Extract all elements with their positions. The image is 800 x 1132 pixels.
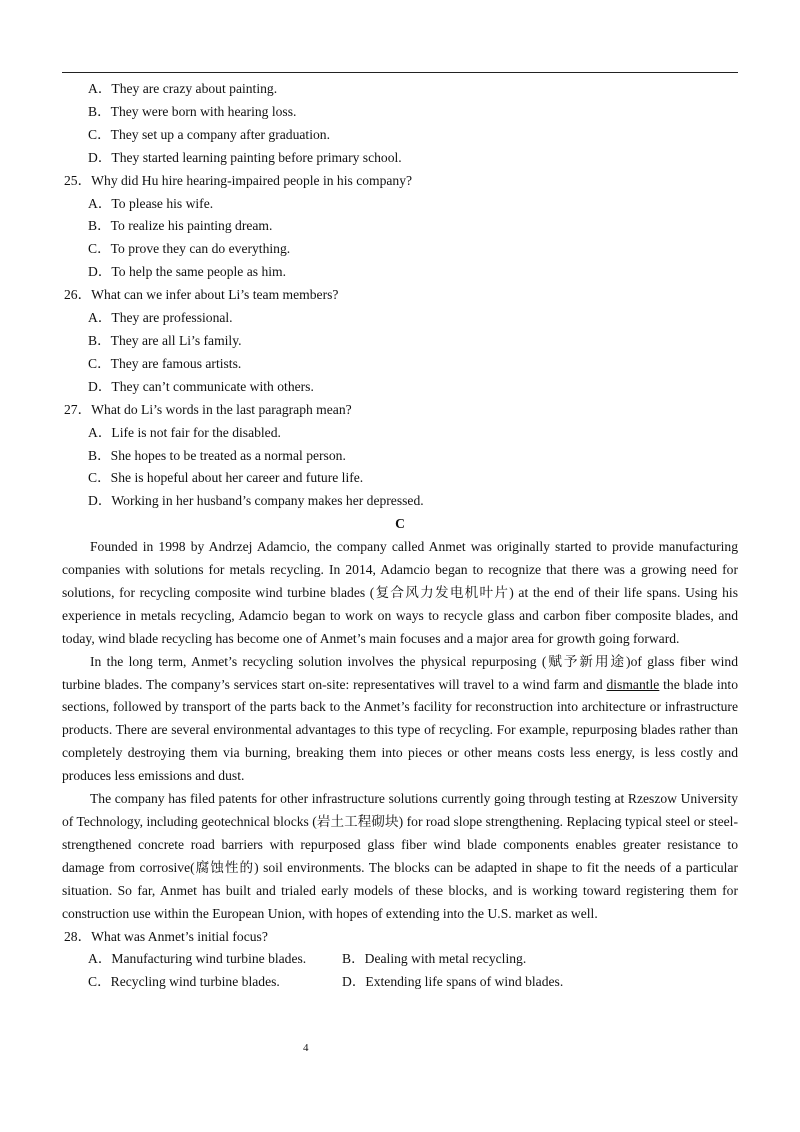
- q24-option-a: A．They are crazy about painting.: [88, 81, 278, 96]
- header-rule: [62, 72, 738, 73]
- q26-option-a: A．They are professional.: [88, 310, 233, 326]
- q28-option-c: C．Recycling wind turbine blades.: [88, 974, 280, 990]
- passage-paragraph-3: The company has filed patents for other infrastructure solutions currently going through testing at Rzeszow University of Technology, including geotechnical blocks (岩土工程砌块) for road slope strengthening. Replacing typical steel or steel-strengthened concrete road barriers with repurposed glass fiber wind blade components enables greater resistance to damage from corrosive(腐蚀性的) soil environments. The blocks can be adapted in shape to fit the needs of a particular situation. So far, Anmet has built and trialed early models of these blocks, and is working toward registering them for construction use within the European Union, with hopes of extending into the U.S. market as well.: [62, 791, 738, 921]
- q25-stem: 25．Why did Hu hire hearing-impaired people in his company?: [64, 172, 413, 188]
- q26-option-c: C．They are famous artists.: [88, 355, 242, 371]
- underlined-word-dismantle: dismantle: [606, 676, 660, 692]
- q26-option-d: D．They can’t communicate with others.: [88, 378, 314, 394]
- section-c-title: C: [395, 516, 405, 532]
- q26-option-b: B．They are all Li’s family.: [88, 332, 242, 348]
- q24-option-d: D．They started learning painting before primary school.: [88, 149, 402, 165]
- paragraph-2-text-after: the blade into sections, followed by transport of the parts back to the Anmet’s facility for reconstruction into architecture or infrastructure products. There are several environmental advantages to this type of recycling. For example, repurposing blades rather than completely destroying them via burning, breaking them into pieces or other means costs less energy, is less costly and produces less emissions and dust.: [62, 676, 738, 784]
- q27-option-c: C．She is hopeful about her career and future life.: [88, 470, 364, 486]
- q28-option-b: B．Dealing with metal recycling.: [342, 951, 527, 967]
- q27-stem: 27．What do Li’s words in the last paragraph mean?: [64, 401, 352, 417]
- q28-options-row-1: [62, 948, 738, 971]
- q25-option-c: C．To prove they can do everything.: [88, 241, 291, 257]
- q28-option-d: D．Extending life spans of wind blades.: [342, 974, 564, 990]
- q28-stem: 28．What was Anmet’s initial focus?: [64, 928, 268, 944]
- q25-option-b: B．To realize his painting dream.: [88, 218, 273, 234]
- q27-option-b: B．She hopes to be treated as a normal person.: [88, 447, 346, 463]
- q25-option-a: A．To please his wife.: [88, 195, 214, 211]
- q24-option-b: B．They were born with hearing loss.: [88, 103, 297, 119]
- q25-option-d: D．To help the same people as him.: [88, 264, 286, 280]
- q27-option-a: A．Life is not fair for the disabled.: [88, 424, 281, 440]
- q28-options-row-2: [62, 971, 738, 994]
- q24-option-c: C．They set up a company after graduation.: [88, 126, 330, 142]
- passage-paragraph-1: Founded in 1998 by Andrzej Adamcio, the company called Anmet was originally started to provide manufacturing companies with solutions for metals recycling. In 2014, Adamcio began to recognize that there was a growing need for solutions, for recycling composite wind turbine blades (复合风力发电机叶片) at the end of their life spans. Using his experience in metals recycling, Adamcio began to work on ways to recycle glass and carbon fiber composite blades, and today, wind blade recycling has become one of Anmet’s main focuses and a major area for growth going forward.: [62, 539, 738, 646]
- q28-option-a: A．Manufacturing wind turbine blades.: [88, 951, 307, 967]
- passage-paragraph-2: [62, 651, 738, 788]
- q27-option-d: D．Working in her husband’s company makes her depressed.: [88, 493, 424, 509]
- q26-stem: 26．What can we infer about Li’s team members?: [64, 287, 339, 303]
- page-number: 4: [303, 1042, 309, 1054]
- paragraph-2-text-before: In the long term, Anmet’s recycling solution involves the physical repurposing (赋予新用途)of glass fiber wind turbine blades. The company’s services start on-site: representatives will travel to a wind farm and: [62, 653, 738, 692]
- page-content: [62, 78, 738, 994]
